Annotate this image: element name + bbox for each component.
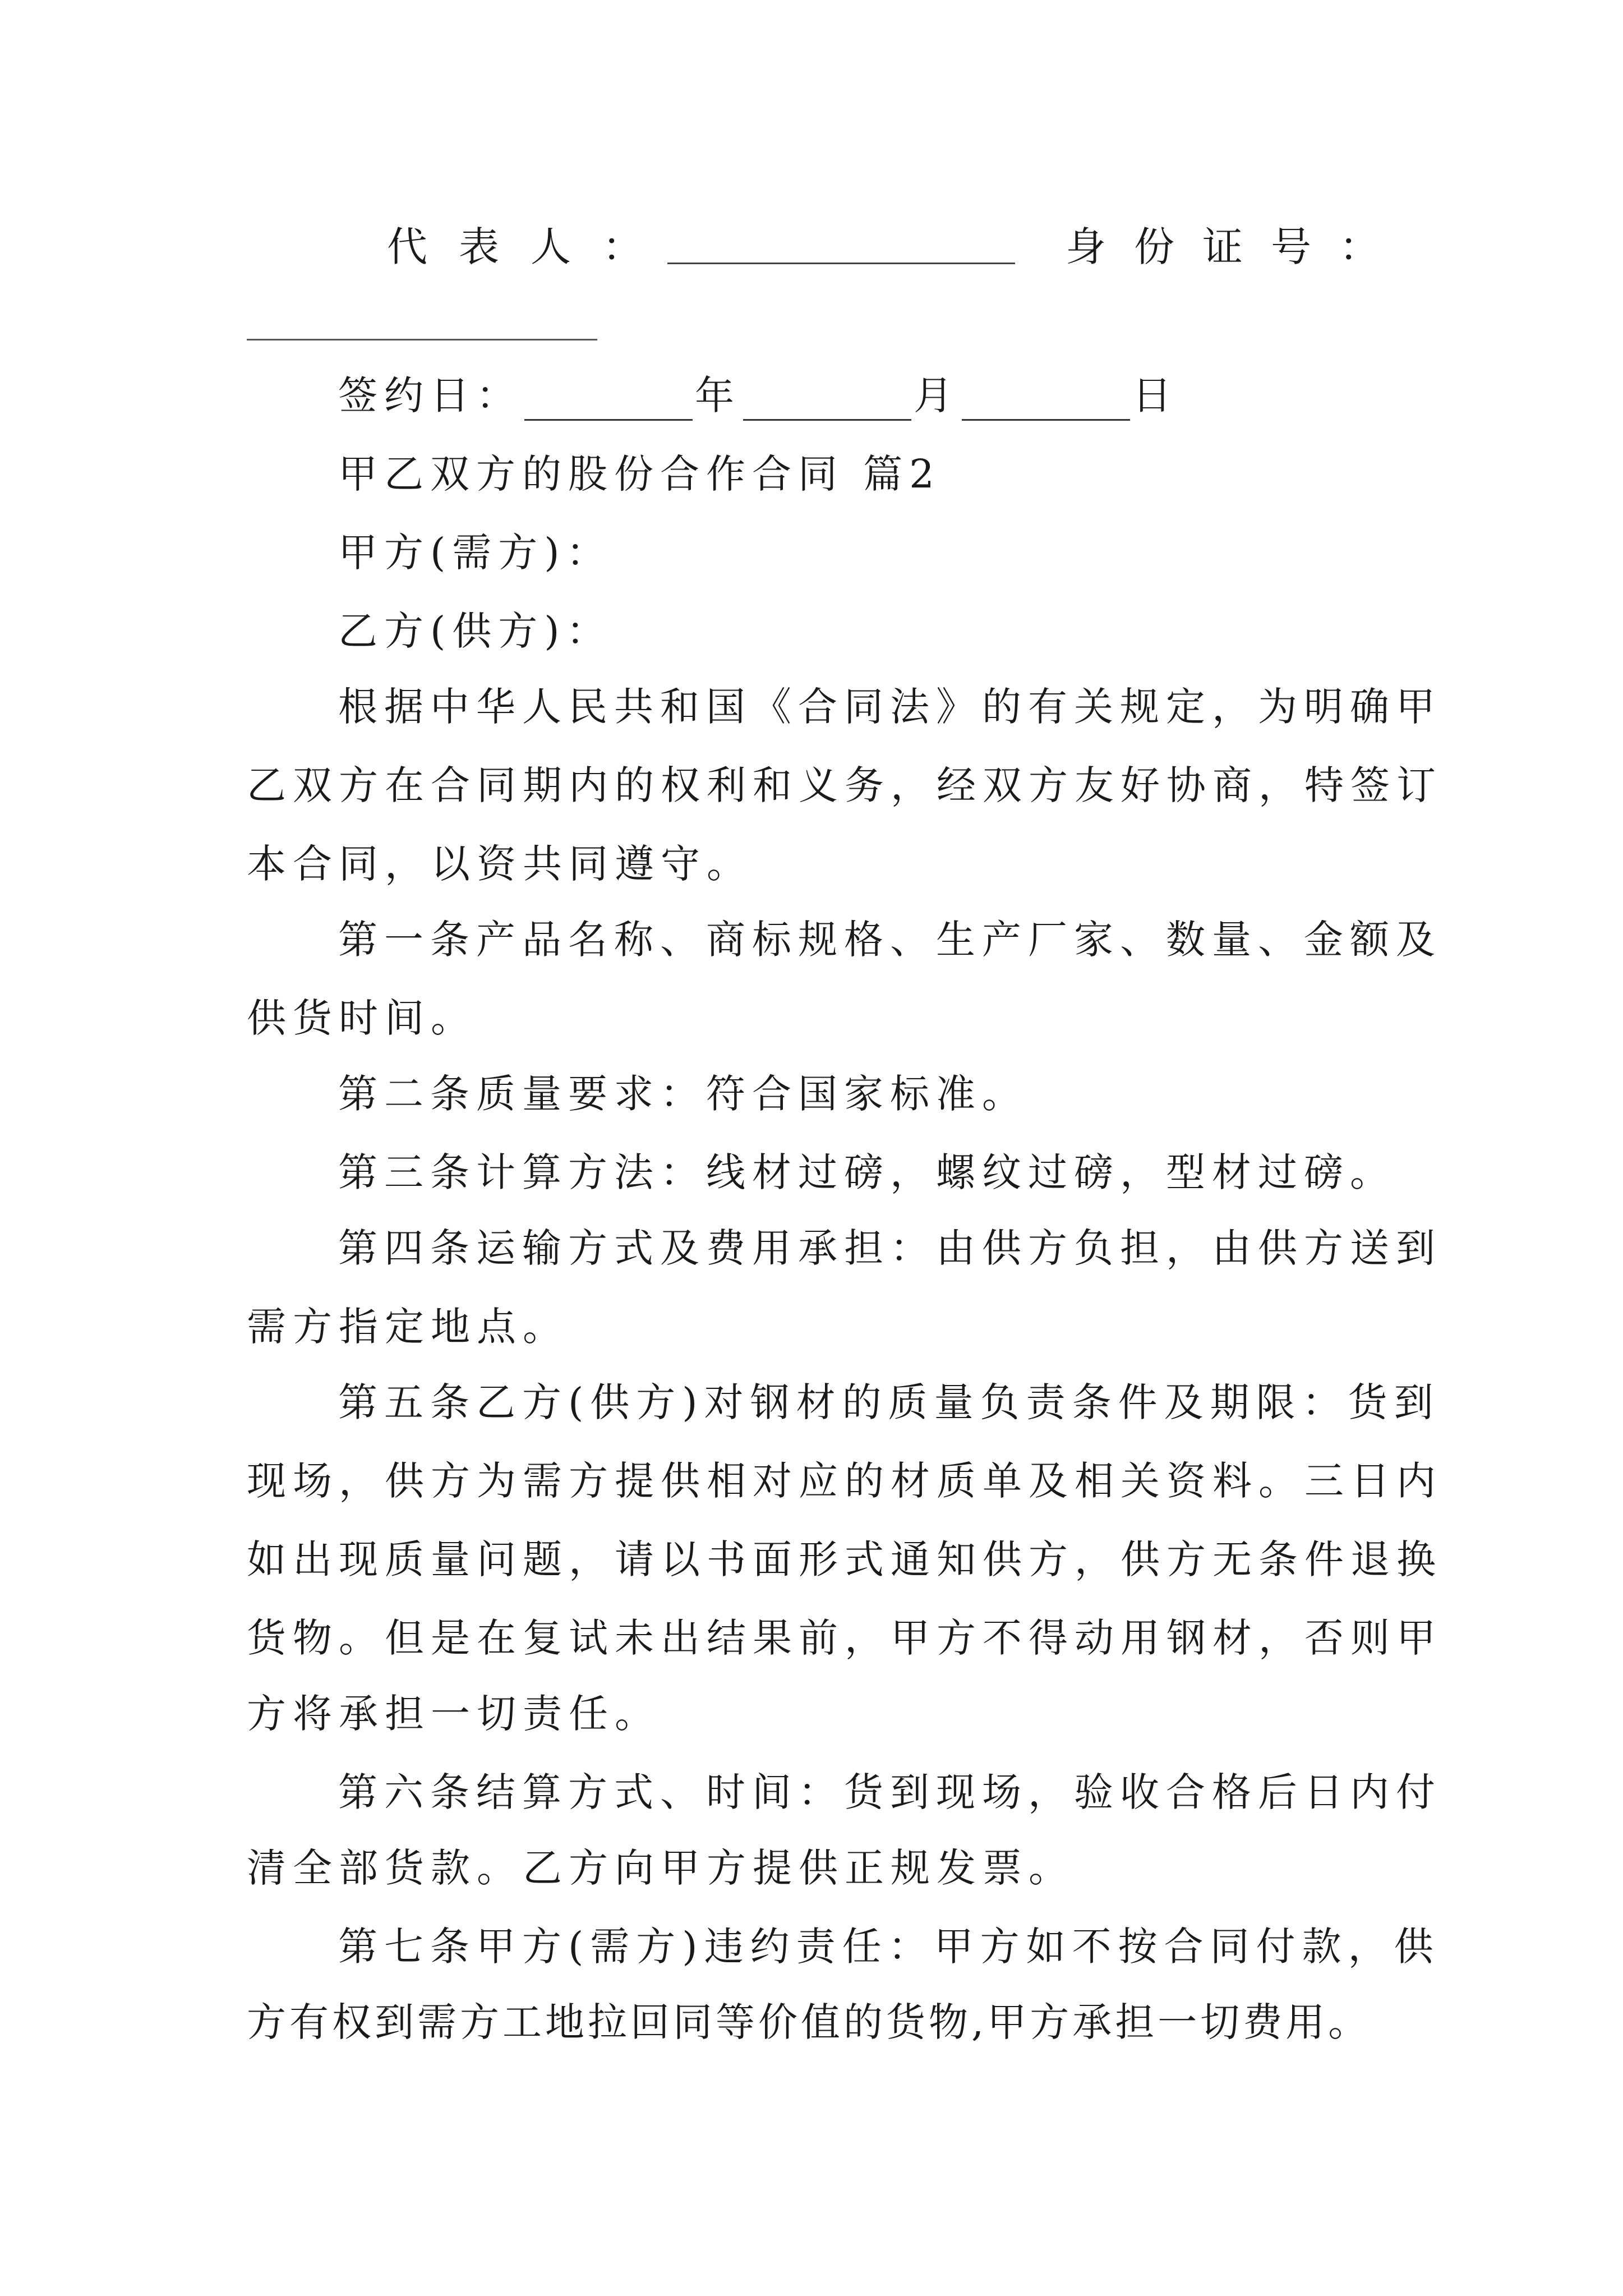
paragraph-line: 乙双方在合同期内的权利和义务，经双方友好协商，特签订 xyxy=(247,762,1442,808)
id-number-blank xyxy=(247,339,597,341)
article-4-line: 第四条运输方式及费用承担：由供方负担，由供方送到 xyxy=(338,1225,1442,1271)
sign-date-line xyxy=(338,370,1178,421)
article-3-line: 第三条计算方法：线材过磅，螺纹过磅，型材过磅。 xyxy=(338,1149,1396,1195)
article-5-line: 方将承担一切责任。 xyxy=(247,1691,661,1737)
sign-date-label: 签约日： xyxy=(338,372,522,418)
party-a-line: 甲方(需方)： xyxy=(338,530,612,576)
article-5-line: 第五条乙方(供方)对钢材的质量负责条件及期限：货到 xyxy=(338,1379,1440,1425)
article-2-line: 第二条质量要求：符合国家标准。 xyxy=(338,1071,1028,1117)
paragraph-line: 根据中华人民共和国《合同法》的有关规定，为明确甲 xyxy=(338,684,1442,730)
paragraph-line: 本合同，以资共同遵守。 xyxy=(247,841,753,887)
party-b-line: 乙方(供方)： xyxy=(338,608,612,654)
article-1-line: 供货时间。 xyxy=(247,995,477,1041)
month-blank xyxy=(743,384,911,421)
year-label: 年 xyxy=(695,372,741,418)
representative-blank xyxy=(667,263,1015,264)
article-6-line: 第六条结算方式、时间：货到现场，验收合格后日内付 xyxy=(338,1769,1442,1815)
article-5-line: 如出现质量问题，请以书面形式通知供方，供方无条件退换 xyxy=(247,1536,1442,1582)
article-1-line: 第一条产品名称、商标规格、生产厂家、数量、金额及 xyxy=(338,917,1442,963)
day-blank xyxy=(962,384,1130,421)
article-7-line: 第七条甲方(需方)违约责任：甲方如不按合同付款，供 xyxy=(338,1924,1440,1970)
article-4-line: 需方指定地点。 xyxy=(247,1304,569,1350)
article-7-line: 方有权到需方工地拉回同等价值的货物,甲方承担一切费用。 xyxy=(247,1999,1371,2045)
article-5-line: 货物。但是在复试未出结果前，甲方不得动用钢材，否则甲 xyxy=(247,1615,1442,1661)
representative-label: 代表人： xyxy=(387,223,675,270)
month-label: 月 xyxy=(914,372,960,418)
representative-row xyxy=(387,219,1408,275)
article-6-line: 清全部货款。乙方向甲方提供正规发票。 xyxy=(247,1845,1075,1891)
year-blank xyxy=(524,384,693,421)
day-label: 日 xyxy=(1132,372,1178,418)
section-title: 甲乙双方的股份合作合同 篇2 xyxy=(338,451,941,497)
id-number-label: 身份证号： xyxy=(1066,223,1408,270)
article-5-line: 现场，供方为需方提供相对应的材质单及相关资料。三日内 xyxy=(247,1458,1442,1504)
